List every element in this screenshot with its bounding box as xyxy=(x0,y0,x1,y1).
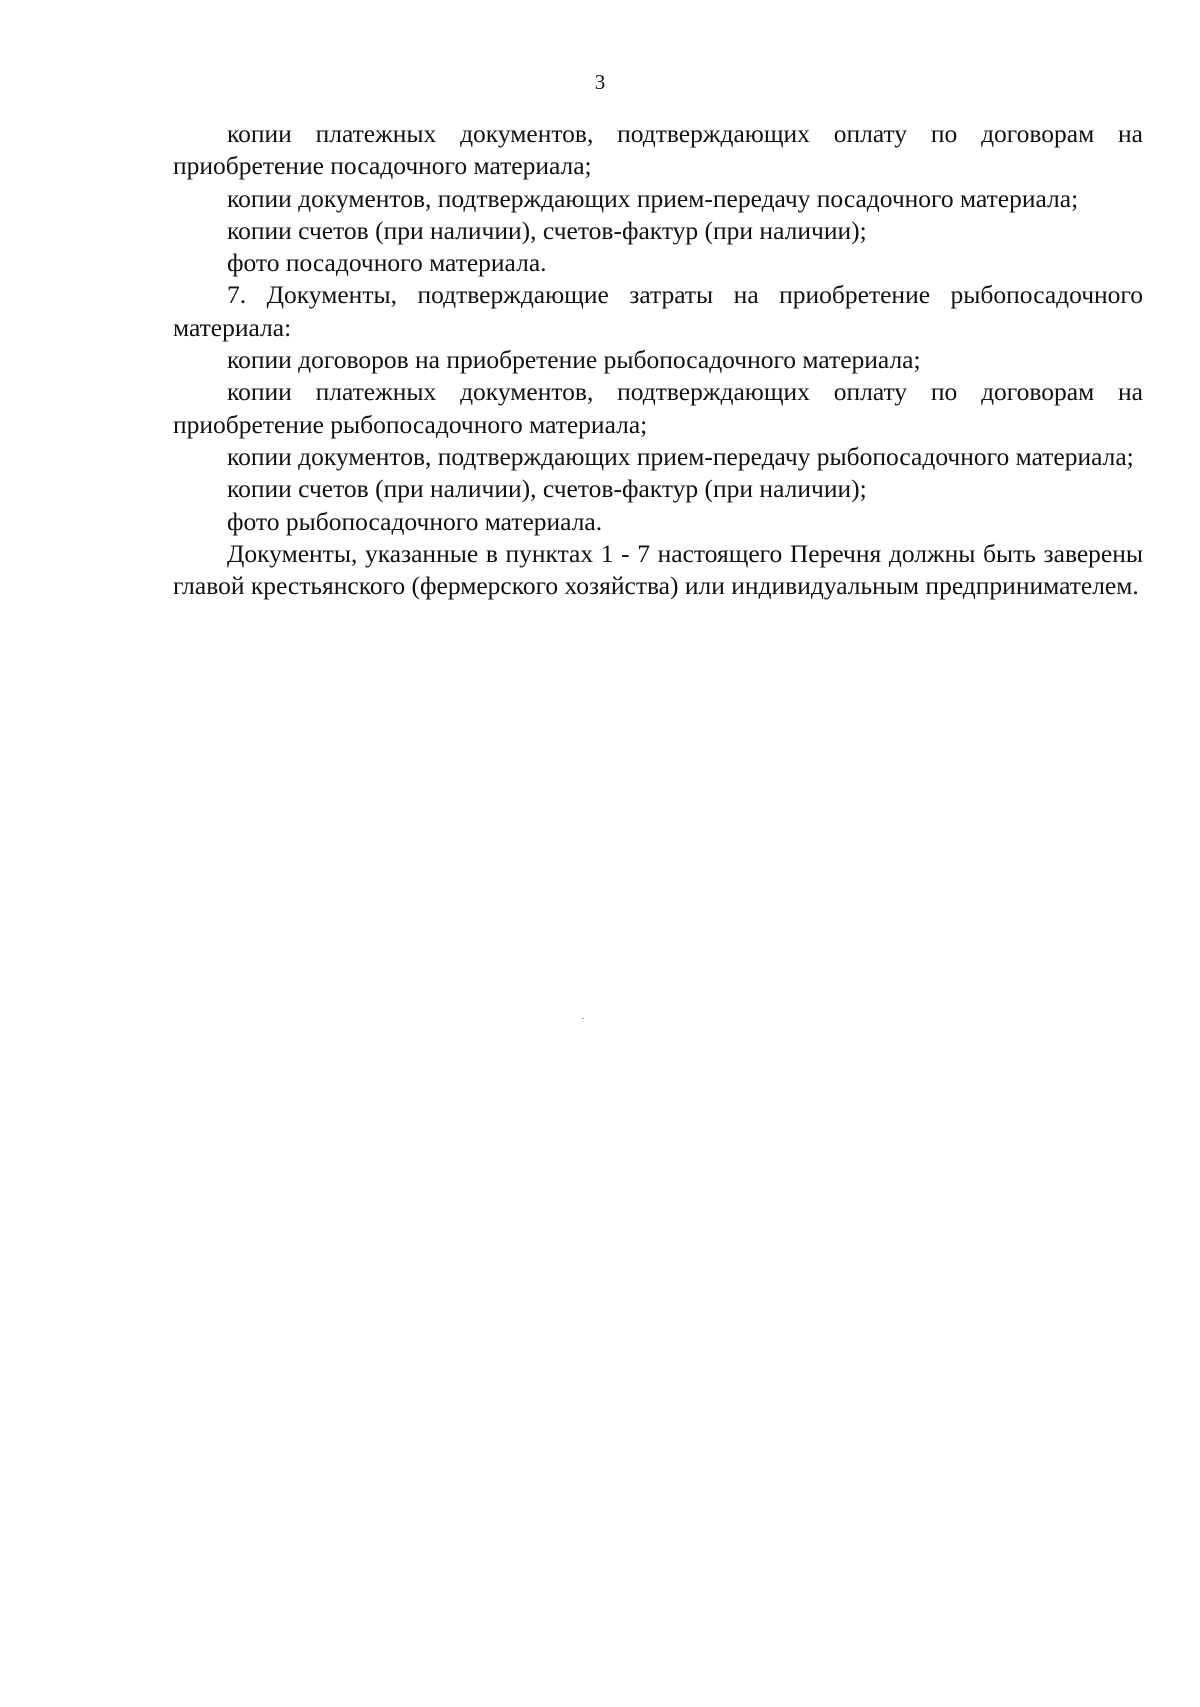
paragraph: фото посадочного материала. xyxy=(227,248,547,278)
paragraph: копии платежных документов, подтверждающих оплату по договорам на приобретение посадочного материала; xyxy=(173,119,1143,181)
paragraph: 7. Документы, подтверждающие затраты на приобретение рыбопосадочного материала: xyxy=(173,280,1143,342)
paragraph: копии документов, подтверждающих прием-передачу посадочного материала; xyxy=(227,183,1079,213)
paragraph: копии документов, подтверждающих прием-передачу рыбопосадочного материала; xyxy=(227,441,1134,471)
paragraph: фото рыбопосадочного материала. xyxy=(227,506,603,536)
scan-speck xyxy=(582,1018,584,1019)
paragraph: копии счетов (при наличии), счетов-фактур (при наличии); xyxy=(227,215,867,245)
paragraph: копии договоров на приобретение рыбопосадочного материала; xyxy=(227,345,921,375)
document-body xyxy=(173,118,1143,602)
paragraph: Документы, указанные в пунктах 1 - 7 настоящего Перечня должны быть заверены главой крестьянского (фермерского хозяйства) или индивидуальным предпринимателем. xyxy=(173,538,1143,601)
page-number: 3 xyxy=(594,70,606,94)
paragraph: копии счетов (при наличии), счетов-фактур (при наличии); xyxy=(227,474,867,504)
paragraph: копии платежных документов, подтверждающих оплату по договорам на приобретение рыбопосадочного материала; xyxy=(173,377,1143,439)
